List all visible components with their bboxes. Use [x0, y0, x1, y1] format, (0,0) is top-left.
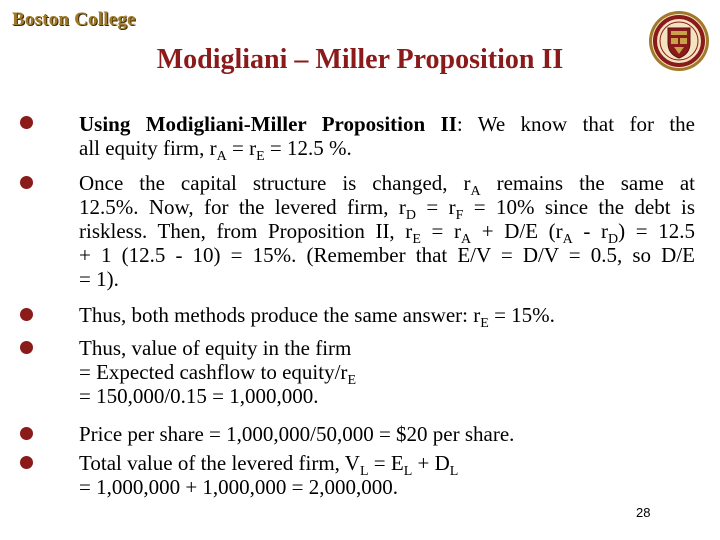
college-logo-text: Boston College [12, 9, 136, 30]
bullet-dot [20, 427, 33, 440]
bullet-dot [20, 341, 33, 354]
bullet-line: Total value of the levered firm, $V_L = E_L + D_L$ [79, 451, 459, 479]
bullet-line: = Expected cashflow to equity/$r_E$ [79, 360, 356, 388]
slide-title: Modigliani – Miller Proposition II [156, 44, 564, 75]
bullet-line: all equity firm, $r_A = r_E = 12.5$ %. [79, 136, 352, 164]
bullet-dot [20, 116, 33, 129]
bullet-dot [20, 176, 33, 189]
bullet-text [79, 112, 695, 164]
bullet-line: = 150,000/0.15 = 1,000,000. [79, 384, 319, 408]
bullet-line: Thus, both methods produce the same answer: $r_E = 15\%$. [79, 303, 555, 331]
bullet-line: Thus, value of equity in the firm [79, 336, 352, 360]
bullet-text [79, 451, 695, 499]
bullet-line: = 1). [79, 267, 119, 291]
bullet-line: Using Modigliani-Miller Proposition II: We know that for the [79, 112, 695, 136]
bullet-line: 12.5%. Now, for the levered firm, $r_D = r_F = 10\%$ since the debt is [79, 195, 695, 223]
bullet-text [79, 336, 695, 408]
bullet-text [79, 422, 695, 446]
bullet-text [79, 303, 695, 331]
bullet-line: = 1,000,000 + 1,000,000 = 2,000,000. [79, 475, 399, 499]
bullet-dot [20, 456, 33, 469]
bullet-text [79, 171, 695, 291]
bullet-line: riskless. Then, from Proposition II, $r_E = r_A + D/E$ $(r_A - r_D) = 12.5$ [79, 219, 695, 247]
bullet-dot [20, 308, 33, 321]
bullet-line: Price per share = 1,000,000/50,000 = $20 per share. [79, 422, 515, 446]
bullet-line: Once the capital structure is changed, $r_A$ remains the same at [79, 171, 695, 199]
bullet-line: + 1 (12.5 - 10) = 15%. (Remember that E/V = D/V = 0.5, so D/E [79, 243, 695, 267]
page-number: 28 [636, 505, 651, 520]
